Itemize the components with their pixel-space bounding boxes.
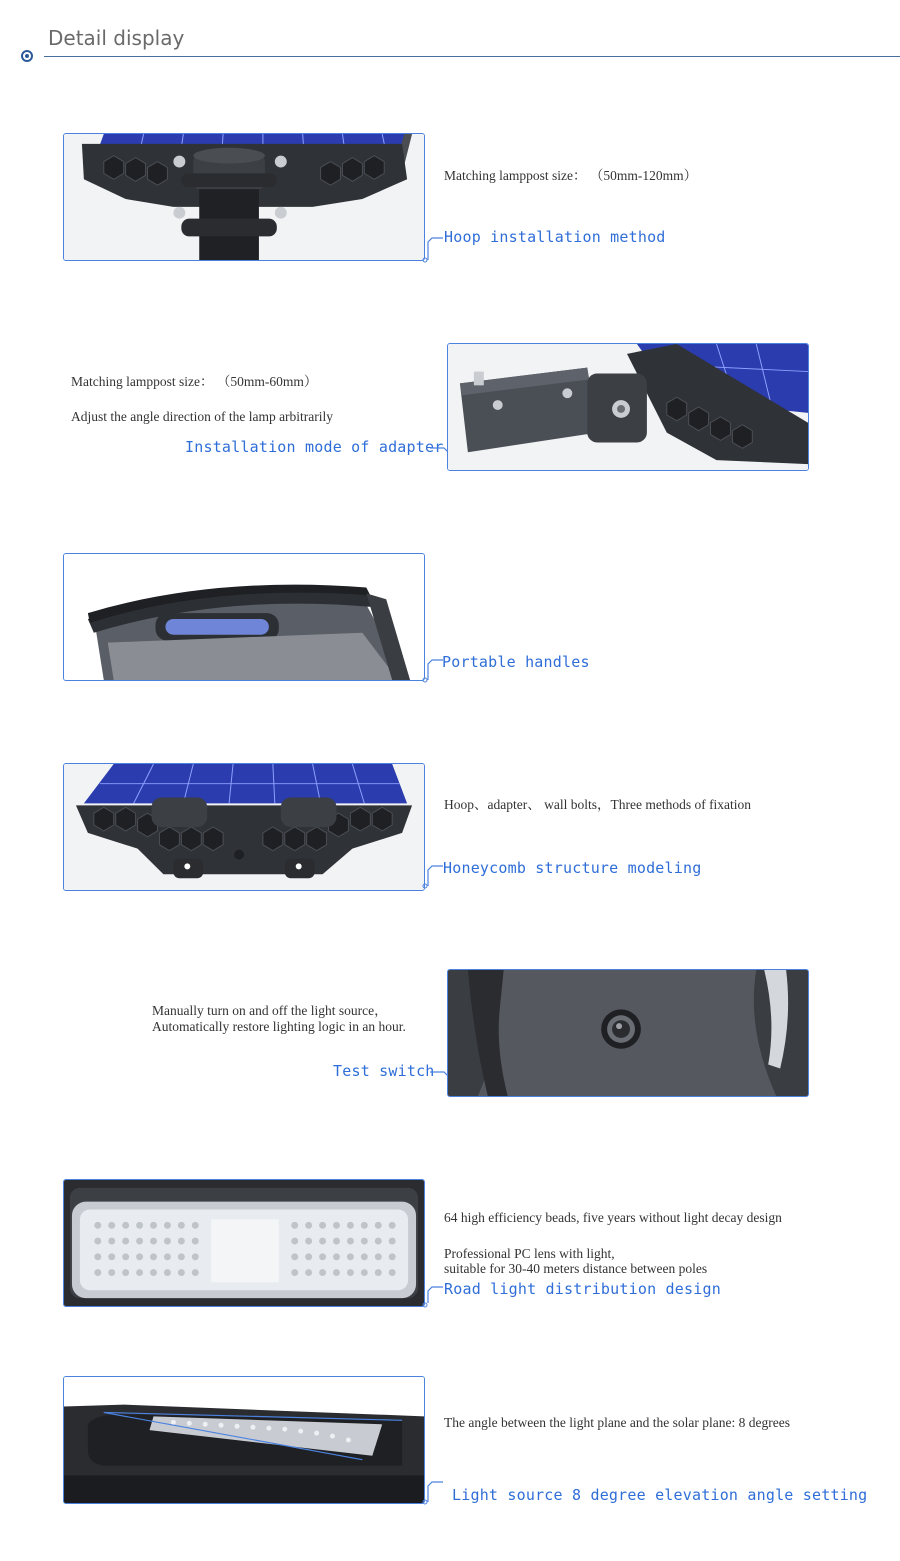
section-6-caption: Road light distribution design (444, 1280, 721, 1298)
connector-line (418, 656, 444, 686)
product-image-adapter (447, 343, 809, 471)
section-5-desc-1: Manually turn on and off the light source， (152, 1003, 388, 1018)
header-title: Detail display (48, 26, 185, 50)
section-5-caption: Test switch (333, 1062, 435, 1080)
section-2-caption: Installation mode of adapter (185, 438, 444, 456)
product-image-honeycomb (63, 763, 425, 891)
section-6-desc-1: 64 high efficiency beads, five years without light decay design (444, 1210, 782, 1225)
section-7-desc: The angle between the light plane and the solar plane: 8 degrees (444, 1415, 790, 1430)
connector-line (418, 1283, 444, 1309)
section-3-caption: Portable handles (442, 653, 590, 671)
section-5-desc-2: Automatically restore lighting logic in an hour. (152, 1019, 406, 1034)
header-bullet-icon (21, 50, 33, 62)
section-1-caption: Hoop installation method (444, 228, 666, 246)
product-image-hoop (63, 133, 425, 261)
section-1-desc: Matching lamppost size： （50mm-120mm） (444, 168, 698, 183)
section-6-desc-2: Professional PC lens with light, (444, 1246, 615, 1261)
header-divider (44, 56, 900, 57)
section-2-desc-1: Matching lamppost size： （50mm-60mm） (71, 374, 318, 389)
section-6-desc-3: suitable for 30-40 meters distance between poles (444, 1261, 708, 1276)
connector-line (418, 234, 444, 264)
section-4-desc: Hoop、adapter、 wall bolts，Three methods of fixation (444, 797, 752, 812)
product-image-test-switch (447, 969, 809, 1097)
connector-line (418, 862, 444, 892)
section-4-caption: Honeycomb structure modeling (443, 859, 702, 877)
section-7-caption: Light source 8 degree elevation angle setting (452, 1486, 868, 1504)
section-2-desc-2: Adjust the angle direction of the lamp arbitrarily (71, 409, 334, 424)
product-image-led-module (63, 1179, 425, 1307)
product-image-handles (63, 553, 425, 681)
connector-line (418, 1478, 444, 1508)
product-image-elevation (63, 1376, 425, 1504)
